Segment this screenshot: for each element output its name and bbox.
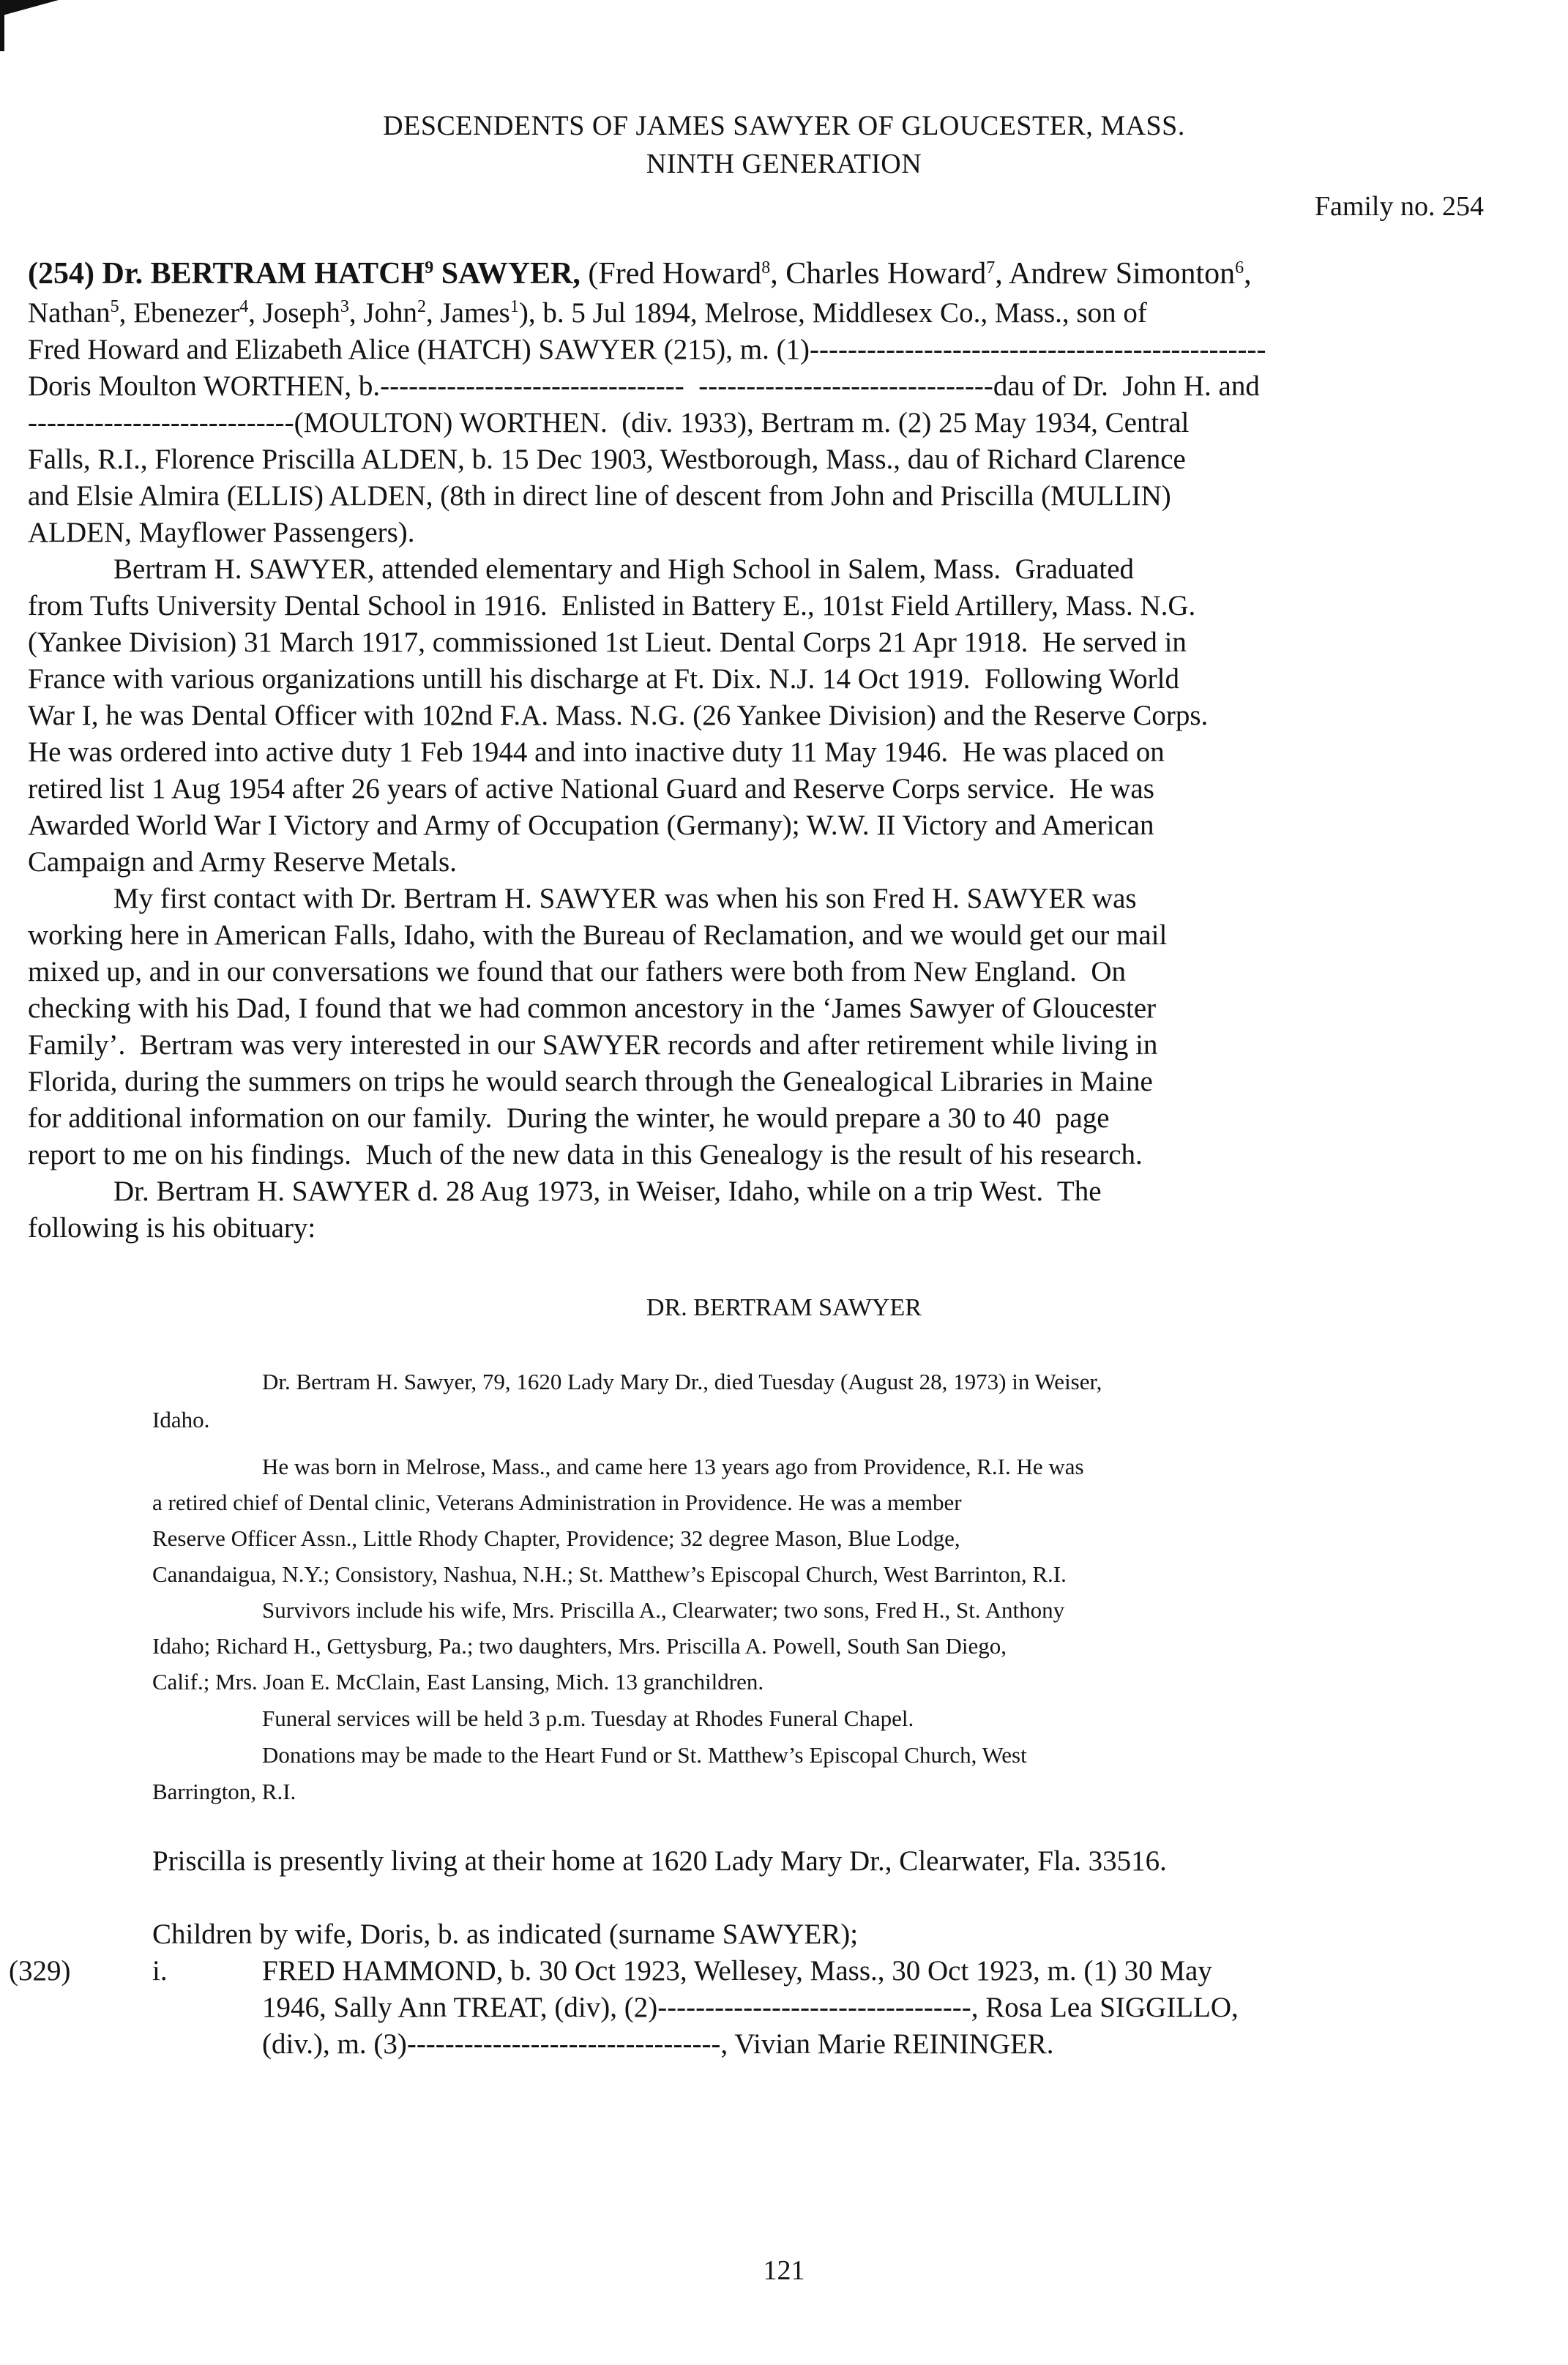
entry-line: He was ordered into active duty 1 Feb 1944 and into inactive duty 11 May 1946. He was placed on [28,736,1165,768]
child-line: 1946, Sally Ann TREAT, (div), (2)---------------------------------, Rosa Lea SIGGILLO, [262,1992,1239,2023]
obituary-line: Barrington, R.I. [152,1779,296,1804]
entry-line: following is his obituary: [28,1212,316,1244]
child-numeral: i. [152,1955,168,1987]
entry-line: Dr. Bertram H. SAWYER d. 28 Aug 1973, in Weiser, Idaho, while on a trip West. The [28,1176,1102,1207]
lineage-superscript: 2 [417,297,427,316]
document-title: DESCENDENTS OF JAMES SAWYER OF GLOUCESTER, MASS. [383,111,1185,141]
lineage-superscript: 7 [986,258,996,277]
obituary-line: Idaho; Richard H., Gettysburg, Pa.; two daughters, Mrs. Priscilla A. Powell, South San Diego, [152,1633,1007,1659]
entry-line: Falls, R.I., Florence Priscilla ALDEN, b. 15 Dec 1903, Westborough, Mass., dau of Richard Clarence [28,444,1186,475]
entry-line: for additional information on our family. During the winter, he would prepare a 30 to 40 page [28,1102,1110,1134]
lineage-line [28,296,1147,329]
entry-line: (Yankee Division) 31 March 1917, commissioned 1st Lieut. Dental Corps 21 Apr 1918. He served in [28,627,1187,658]
lineage-text: ), b. 5 Jul 1894, Melrose, Middlesex Co., Mass., son of [518,297,1147,329]
lineage-text: , Andrew Simonton [995,257,1236,291]
child-line: FRED HAMMOND, b. 30 Oct 1923, Wellesey, Mass., 30 Oct 1923, m. (1) 30 May [262,1955,1212,1987]
entry-line: Awarded World War I Victory and Army of Occupation (Germany); W.W. II Victory and American [28,810,1154,841]
corner-mark [0,0,59,16]
corner-stroke [0,0,4,51]
entry-number: (254) [28,257,94,291]
child-ref-number: (329) [9,1955,71,1987]
obituary-line: Dr. Bertram H. Sawyer, 79, 1620 Lady Mary Dr., died Tuesday (August 28, 1973) in Weiser, [262,1369,1102,1394]
lineage-text: , John [348,297,418,329]
entry-line: Bertram H. SAWYER, attended elementary and High School in Salem, Mass. Graduated [28,553,1135,585]
entry-surname: SAWYER, [433,257,580,291]
entry-line: and Elsie Almira (ELLIS) ALDEN, (8th in direct line of descent from John and Priscilla (MULLIN) [28,480,1171,512]
residence-note: Priscilla is presently living at their home at 1620 Lady Mary Dr., Clearwater, Fla. 33516. [152,1845,1167,1877]
entry-line: Doris Moulton WORTHEN, b.-------------------------------- -------------------------------dau of Dr. John H. and [28,370,1260,402]
lineage-text: , [1244,257,1252,291]
lineage-superscript: 8 [761,258,771,277]
lineage-text: , Ebenezer [119,297,240,329]
entry-line: France with various organizations untill his discharge at Ft. Dix. N.J. 14 Oct 1919. Following World [28,663,1179,695]
entry-line: from Tufts University Dental School in 1916. Enlisted in Battery E., 101st Field Artillery, Mass. N.G. [28,590,1196,621]
obituary-line: Donations may be made to the Heart Fund or St. Matthew’s Episcopal Church, West [262,1742,1027,1768]
lineage-text: Nathan [28,297,111,329]
obituary-line: Canandaigua, N.Y.; Consistory, Nashua, N.H.; St. Matthew’s Episcopal Church, West Barrinton, R.I. [152,1561,1067,1587]
obituary-line: Reserve Officer Assn., Little Rhody Chapter, Providence; 32 degree Mason, Blue Lodge, [152,1525,960,1551]
entry-line: retired list 1 Aug 1954 after 26 years of active National Guard and Reserve Corps service. He was [28,773,1154,804]
obituary-line: Survivors include his wife, Mrs. Priscilla A., Clearwater; two sons, Fred H., St. Anthony [262,1597,1065,1623]
lineage-superscript: 6 [1235,258,1244,277]
obituary-line: Calif.; Mrs. Joan E. McClain, East Lansing, Mich. 13 granchildren. [152,1669,764,1695]
entry-line: mixed up, and in our conversations we found that our fathers were both from New England. On [28,956,1127,987]
child-line: (div.), m. (3)---------------------------------, Vivian Marie REININGER. [262,2028,1054,2060]
family-number: Family no. 254 [1314,191,1484,222]
lineage-text: , Charles Howard [770,257,987,291]
entry-line: Fred Howard and Elizabeth Alice (HATCH) SAWYER (215), m. (1)------------------------------------------------ [28,334,1266,365]
entry-line: My first contact with Dr. Bertram H. SAWYER was when his son Fred H. SAWYER was [28,883,1137,914]
entry-line: working here in American Falls, Idaho, with the Bureau of Reclamation, and we would get our mail [28,919,1168,951]
entry-name: Dr. BERTRAM HATCH [102,257,425,291]
children-intro: Children by wife, Doris, b. as indicated (surname SAWYER); [152,1918,859,1950]
obituary-title: DR. BERTRAM SAWYER [646,1294,922,1321]
obituary-line: Idaho. [152,1407,210,1432]
lineage-superscript: 5 [110,297,119,316]
lineage-text: (Fred Howard [580,257,762,291]
entry-line: report to me on his findings. Much of the new data in this Genealogy is the result of his research. [28,1139,1143,1170]
entry-line: War I, he was Dental Officer with 102nd F.A. Mass. N.G. (26 Yankee Division) and the Reserve Corps. [28,700,1209,731]
generation-superscript: 9 [425,258,434,277]
entry-line: ----------------------------(MOULTON) WORTHEN. (div. 1933), Bertram m. (2) 25 May 1934, Central [28,407,1190,438]
lineage-text: , James [426,297,510,329]
entry-line: Campaign and Army Reserve Metals. [28,846,457,878]
entry-line: ALDEN, Mayflower Passengers). [28,517,415,548]
lineage-superscript: 4 [239,297,249,316]
entry-line: Florida, during the summers on trips he would search through the Genealogical Libraries in Maine [28,1066,1153,1097]
entry-line: checking with his Dad, I found that we had common ancestory in the ‘James Sawyer of Gloucester [28,993,1157,1024]
obituary-line: a retired chief of Dental clinic, Veterans Administration in Providence. He was a member [152,1490,962,1515]
obituary-line: Funeral services will be held 3 p.m. Tuesday at Rhodes Funeral Chapel. [262,1705,914,1731]
page-number: 121 [763,2255,805,2286]
lineage-superscript: 1 [509,297,519,316]
obituary-line: He was born in Melrose, Mass., and came here 13 years ago from Providence, R.I. He was [262,1454,1084,1479]
lineage-text: , Joseph [248,297,340,329]
entry-header-line [28,256,1252,291]
lineage-superscript: 3 [340,297,349,316]
generation-heading: NINTH GENERATION [646,149,922,179]
entry-line: Family’. Bertram was very interested in our SAWYER records and after retirement while living in [28,1029,1158,1061]
